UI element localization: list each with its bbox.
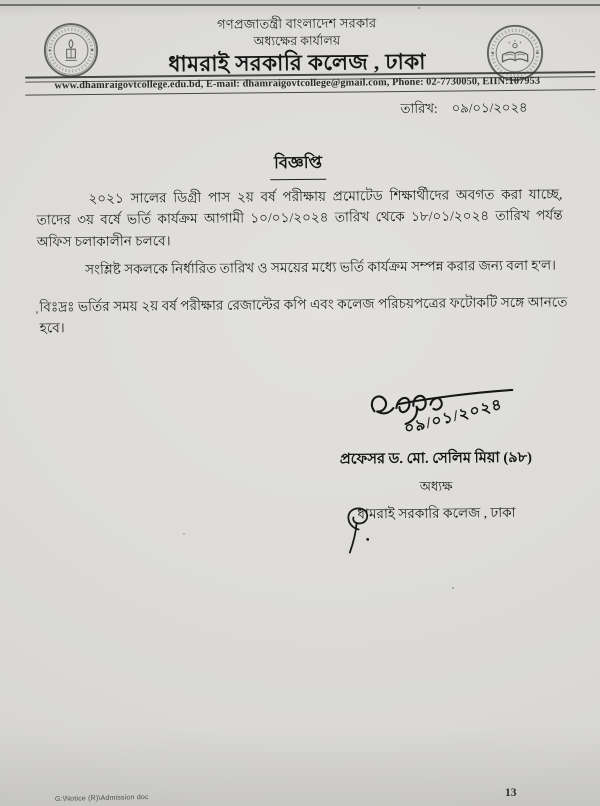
date-label: তারিখ:: [400, 100, 438, 117]
college-name: ধামরাই সরকারি কলেজ , ঢাকা: [168, 49, 426, 77]
page-number: 13: [505, 787, 517, 799]
signatory-designation: অধ্যক্ষ: [419, 478, 453, 494]
government-line: গণপ্রজাতন্ত্রী বাংলাদেশ সরকার: [217, 15, 377, 32]
notice-title: বিজ্ঞপ্তি: [0, 147, 598, 183]
handwritten-signature-date: ০৯/০১/২০২৪: [402, 395, 505, 438]
date-line: [401, 98, 528, 121]
left-college-seal: [42, 20, 101, 81]
scan-speck: [418, 7, 420, 9]
secondary-initial-mark: [332, 496, 379, 559]
scan-speck: [183, 533, 185, 535]
scan-speck: [36, 311, 38, 314]
footer-file-path: G:\Notice (R)\Admission doc: [54, 794, 149, 803]
signatory-institution: ধামরাই সরকারি কলেজ , ঢাকা: [357, 504, 516, 522]
round-stamp-emblem-icon: [42, 20, 101, 81]
notice-paragraph-1: ২০২১ সালের ডিগ্রী পাস ২য় বর্ষ পরীক্ষায় প্রমোটেড শিক্ষার্থীদের অবগত করা যাচ্ছে, তাদের ৩য় বর্ষে ভর্তি কার্যক্রম আগামী ১০/০১/২০২৪ তারিখ থেকে ১৮/০১/২০২৪ তারিখ পর্যন্ত অফিস চলাকালীন চলবে।: [36, 186, 563, 250]
notice-paragraph-2: সংশ্লিষ্ট সকলকে নির্ধারিত তারিখ ও সময়ের মধ্যে ভর্তি কার্যক্রম সম্পন্ন করার জন্য বলা হ'ল।: [85, 257, 557, 278]
date-value: ০৯/০১/২০২৪: [451, 99, 528, 116]
notice-paragraph-3: বিঃদ্রঃ ভর্তির সময় ২য় বর্ষ পরীক্ষার রেজাল্টের কপি এবং কলেজ পরিচয়পত্রের ফটোকটি সঙ্গে আনতে হবে।: [39, 294, 568, 336]
office-line: অধ্যক্ষের কার্যালয়: [253, 33, 341, 49]
scan-speck: [452, 587, 454, 589]
contact-line: www.dhamraigovtcollege.edu.bd, E-mail: dhamraigovtcollege@gmail.com, Phone: 02-7730050, EIIN:107953: [54, 75, 541, 92]
handwritten-initial-icon: [332, 496, 379, 554]
signatory-name: প্রফেসর ড. মো. সেলিম মিয়া (৯৮): [339, 449, 533, 468]
